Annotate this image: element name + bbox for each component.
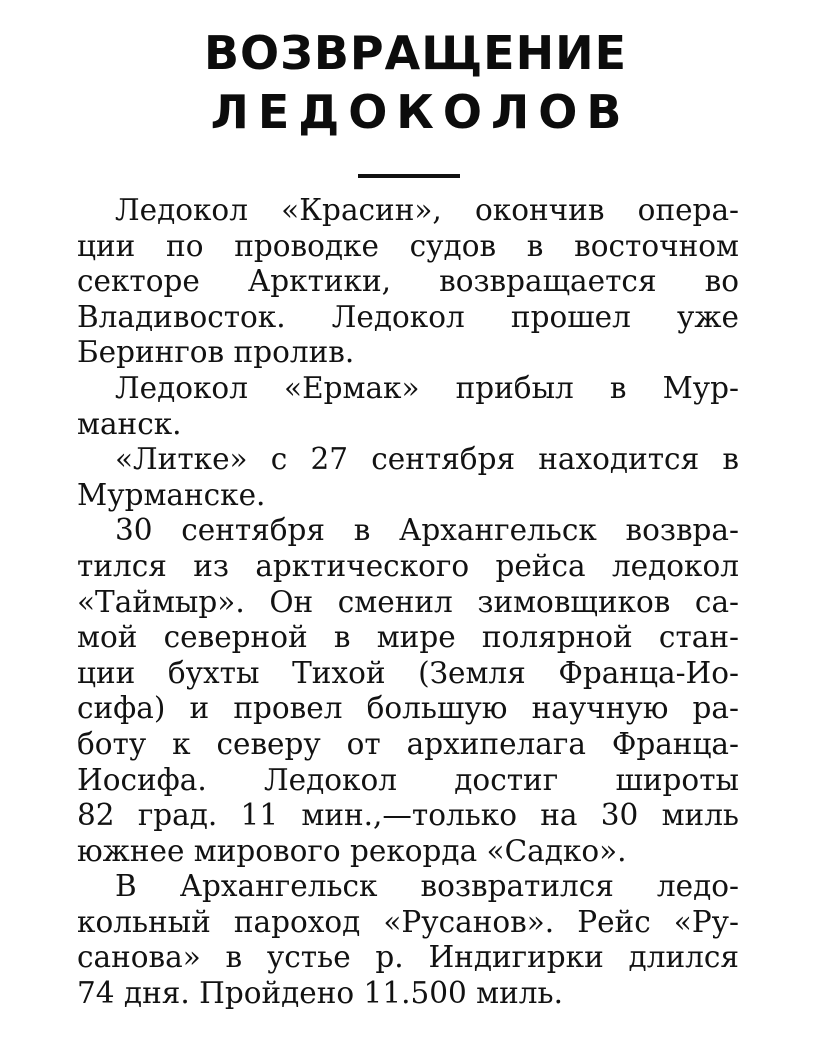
text-line: ции по проводке судов в восточном xyxy=(77,228,739,263)
article-body xyxy=(77,193,739,1012)
text-line: боту к северу от архипелага Франца- xyxy=(77,726,739,761)
text-line: манск. xyxy=(77,406,182,441)
paragraph-krasin xyxy=(77,193,739,371)
text-line: В Архангельск возвратился ледо- xyxy=(115,869,739,904)
text-line: секторе Арктики, возвращается во xyxy=(77,264,739,299)
text-line: Мурманске. xyxy=(77,477,266,512)
headline-divider xyxy=(358,174,460,178)
text-line: Ледокол «Ермак» прибыл в Мур- xyxy=(115,370,739,405)
headline-line-2: ЛЕДОКОЛОВ xyxy=(210,85,631,139)
headline-line-1: ВОЗВРАЩЕНИЕ xyxy=(203,26,628,80)
text-line: 74 дня. Пройдено 11.500 миль. xyxy=(77,976,563,1011)
text-line: 82 град. 11 мин.,—только на 30 миль xyxy=(77,798,739,833)
paragraph-litke xyxy=(77,442,739,513)
text-line: ции бухты Тихой (Земля Франца-Ио- xyxy=(77,655,739,690)
text-line: мой северной в мире полярной стан- xyxy=(77,620,739,655)
paragraph-taimyr xyxy=(77,513,739,869)
text-line: «Таймыр». Он сменил зимовщиков са- xyxy=(77,584,739,619)
text-line: 30 сентября в Архангельск возвра- xyxy=(115,513,739,548)
text-line: сифа) и провел большую научную ра- xyxy=(77,691,739,726)
text-line: санова» в устье р. Индигирки длился xyxy=(77,940,739,975)
text-line: Ледокол «Красин», окончив опера- xyxy=(115,193,739,227)
text-line: Иосифа. Ледокол достиг широты xyxy=(77,762,739,797)
text-line: кольный пароход «Русанов». Рейс «Ру- xyxy=(77,904,739,939)
text-line: Владивосток. Ледокол прошел уже xyxy=(77,299,739,334)
text-line: южнее мирового рекорда «Садко». xyxy=(77,833,627,868)
text-line: Берингов пролив. xyxy=(77,335,355,370)
paragraph-rusanov xyxy=(77,869,739,1011)
paragraph-ermak xyxy=(77,371,739,442)
text-line: тился из арктического рейса ледокол xyxy=(77,548,739,583)
text-line: «Литке» с 27 сентября находится в xyxy=(115,442,739,477)
